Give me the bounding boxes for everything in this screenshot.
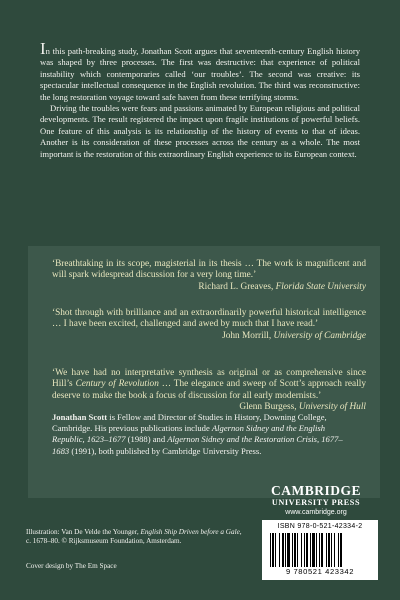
review-1-affiliation: Florida State University — [275, 281, 366, 292]
barcode-bar — [312, 533, 315, 567]
barcode-bar — [319, 533, 320, 567]
barcode-bar — [321, 533, 323, 567]
publisher-subtitle: UNIVERSITY PRESS — [271, 498, 361, 507]
bio-book-1: Algernon Sidney and the English Republic, 1623–1677 — [52, 423, 326, 445]
publisher-logo — [262, 484, 370, 518]
review-1-attribution — [52, 282, 366, 293]
barcode-bar — [292, 533, 293, 567]
barcode-bar — [310, 533, 311, 567]
barcode-bar — [275, 533, 276, 567]
bio-book-2-year: (1991), — [69, 445, 97, 456]
review-3 — [52, 368, 366, 414]
review-1-author: Richard L. Greaves, — [198, 281, 274, 292]
barcode-bar — [316, 533, 317, 567]
credit-pre: Illustration: Van De Velde the Younger, — [26, 528, 141, 536]
barcode-bar — [334, 533, 335, 567]
blurb — [40, 39, 360, 160]
blurb-paragraph-1-text: n this path-breaking study, Jonathan Scott argues that seventeenth-century English history was shaped by three processes. The first was destructive: that experience of political instability which contemporaries called ‘our troubles’. The second was creative: its spectacular intellectual consequence in the English revolution. The third was reconstructive: the long restoration voyage toward safe haven from these terrifying storms. — [40, 46, 360, 102]
isbn-label: ISBN 978-0-521-42334-2 — [277, 523, 363, 530]
review-3-text-post: … The elegance and sweep of Scott’s approach really deserve to make the book a focus of discussion for all early modernists.’ — [52, 379, 366, 401]
review-2-text: ‘Shot through with brilliance and an extraordinarily powerful historical intelligence … I have been excited, challenged and awed by much that I have read.’ — [52, 308, 366, 330]
barcode-bar — [340, 533, 342, 567]
review-2-author: John Morrill, — [222, 330, 272, 341]
drop-cap: I — [40, 39, 46, 58]
bio-book-1-year: (1988) and — [125, 434, 168, 445]
review-3-affiliation: University of Hull — [298, 402, 366, 413]
barcode-bar — [306, 533, 308, 567]
barcode-bar — [270, 533, 271, 567]
barcode-bars — [268, 533, 372, 567]
illustration-credit — [26, 528, 246, 547]
review-2-affiliation: University of Cambridge — [273, 330, 366, 341]
barcode-bar — [279, 533, 280, 567]
reviews-panel — [28, 246, 380, 498]
publisher-url: www.cambridge.org — [285, 509, 347, 516]
barcode-bar — [301, 533, 302, 567]
barcode-bar — [272, 533, 274, 567]
barcode-bar — [287, 533, 290, 567]
barcode-bar — [297, 533, 298, 567]
publisher-name: CAMBRIDGE — [270, 483, 361, 498]
barcode-bar — [282, 533, 284, 567]
barcode-bar — [294, 533, 296, 567]
barcode-bar — [326, 533, 327, 567]
blurb-paragraph-1 — [40, 39, 360, 103]
review-1 — [52, 259, 366, 293]
bio-book-2: Algernon Sidney and the Restoration Crisis, 1677–1683 — [52, 434, 343, 456]
barcode-digits: 9 780521 423342 — [285, 567, 355, 576]
blurb-paragraph-2: Driving the troubles were fears and passions animated by European religious and political developments. The result registered the impact upon fragile institutions of powerful beliefs. One feature of this analysis is its relationship of the history of events to that of ideas. Another is its consideration of these processes across the century as a whole. The most important is the restoration of this extraordinary English experience to its European context. — [40, 103, 360, 159]
bio-intro: is Fellow and Director of Studies in History, Downing College, Cambridge. His previous publications include — [52, 412, 327, 434]
barcode-bar — [304, 533, 305, 567]
credit-post: , c. 1678–80. © Rijksmuseum Foundation, Amsterdam. — [26, 528, 242, 546]
cover-design-credit: Cover design by The Em Space — [26, 562, 117, 570]
author-bio — [52, 412, 352, 457]
review-3-text-pre: ‘We have had no interpretative synthesis as original or as comprehensive since Hill’s — [52, 368, 366, 390]
review-3-author: Glenn Burgess, — [239, 402, 297, 413]
barcode-bar — [338, 533, 339, 567]
review-2 — [52, 308, 366, 342]
barcode — [262, 520, 378, 580]
review-3-cited-title: Century of Revolution — [75, 379, 159, 390]
barcode-bar — [331, 533, 332, 567]
bio-outro: both published by Cambridge University Press. — [96, 445, 262, 456]
credit-title: English Ship Driven before a Gale — [140, 528, 240, 536]
review-1-text: ‘Breathtaking in its scope, magisterial in its thesis … The work is magnificent and will spark widespread discussion for a very long time.’ — [52, 259, 366, 281]
review-2-attribution — [52, 331, 366, 342]
review-3-text — [52, 368, 366, 402]
barcode-bar — [328, 533, 330, 567]
barcode-bar — [285, 533, 286, 567]
author-name: Jonathan Scott — [52, 412, 108, 422]
